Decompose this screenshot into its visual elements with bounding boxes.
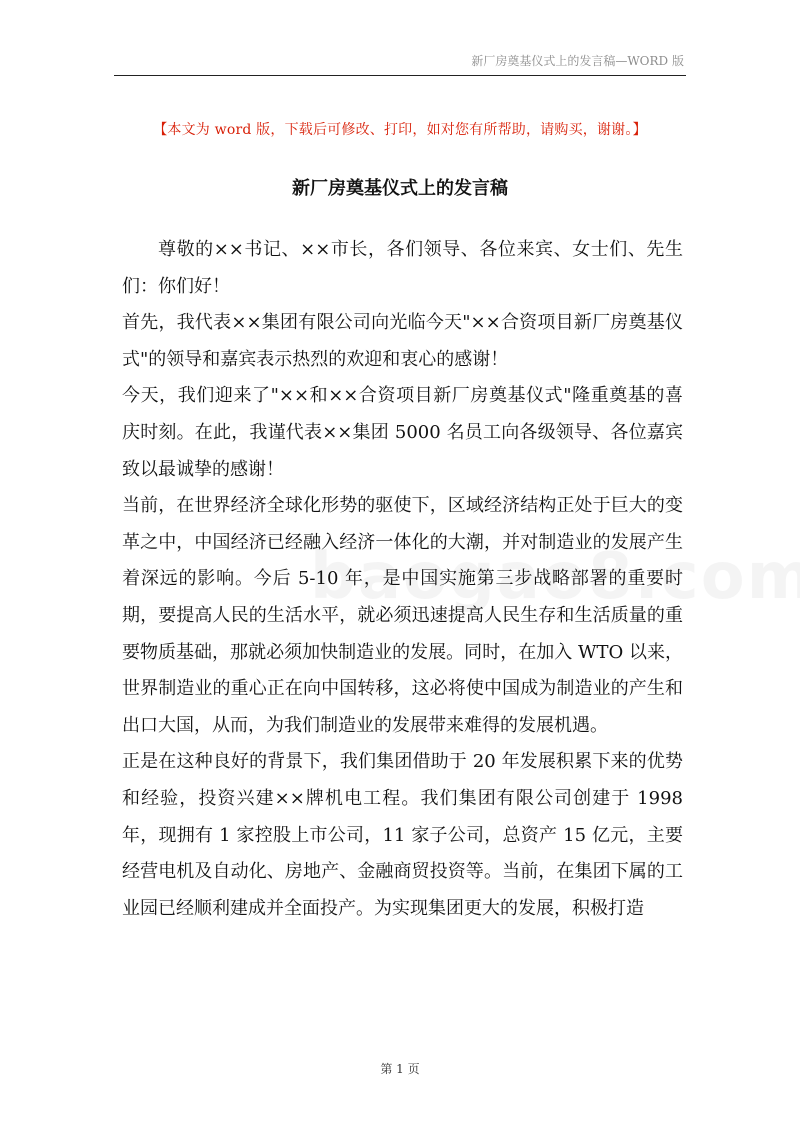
running-header: 新厂房奠基仪式上的发言稿—WORD 版 xyxy=(471,54,684,68)
paragraph: 今天，我们迎来了"××和××合资项目新厂房奠基仪式"隆重奠基的喜庆时刻。在此，我谨代表××集团 5000 名员工向各级领导、各位嘉宾致以最诚挚的感谢！ xyxy=(122,385,683,480)
paragraph: 正是在这种良好的背景下，我们集团借助于 20 年发展积累下来的优势和经验，投资兴建××牌机电工程。我们集团有限公司创建于 1998 年，现拥有 1 家控股上市公司，11 家子公司，总资产 15 亿元，主要经营电机及自动化、房地产、金融商贸投资等。当前，在集团下属的工业园已经顺利建成并全面投产。为实现集团更大的发展，积极打造 xyxy=(122,751,683,919)
paragraph: 当前，在世界经济全球化形势的驱使下，区域经济结构正处于巨大的变革之中，中国经济已经融入经济一体化的大潮，并对制造业的发展产生着深远的影响。今后 5-10 年，是中国实施第三步战略部署的重要时期，要提高人民的生活水平，就必须迅速提高人民生存和生活质量的重要物质基础，那就必须加快制造业的发展。同时，在加入 WTO 以来，世界制造业的重心正在向中国转移，这必将使中国成为制造业的产生和出口大国，从而，为我们制造业的发展带来难得的发展机遇。 xyxy=(122,495,683,736)
document-body xyxy=(122,232,683,927)
paragraph: 首先，我代表××集团有限公司向光临今天"××合资项目新厂房奠基仪式"的领导和嘉宾表示热烈的欢迎和衷心的感谢！ xyxy=(122,312,683,370)
paragraph-salutation: 尊敬的××书记、××市长，各们领导、各位来宾、女士们、先生们：你们好！ xyxy=(122,239,683,297)
page-number: 第 1 页 xyxy=(380,1062,420,1076)
purchase-notice: 【本文为 word 版，下载后可修改、打印，如对您有所帮助，请购买，谢谢。】 xyxy=(153,122,647,138)
header-rule xyxy=(114,75,686,76)
document-title: 新厂房奠基仪式上的发言稿 xyxy=(292,178,508,199)
